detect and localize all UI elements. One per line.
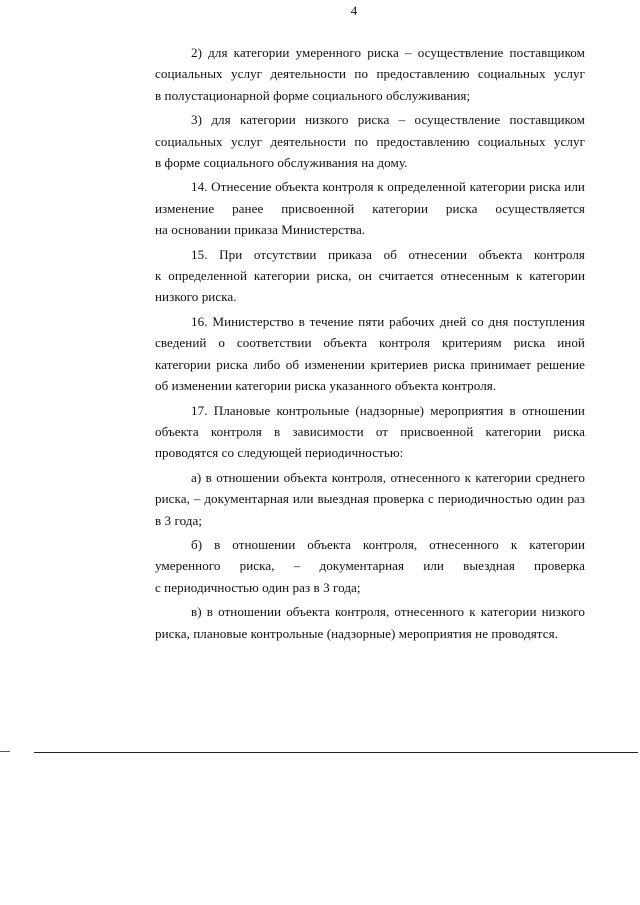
paragraph-item-2 <box>119 42 585 106</box>
text-line: изменение ранее присвоенной категории риска осуществляется <box>155 200 585 216</box>
paragraph-15 <box>119 244 585 308</box>
paragraph-item-a <box>119 467 585 531</box>
paragraph-item-3 <box>119 109 585 173</box>
text-line: низкого риска. <box>155 289 237 305</box>
text-line: 16. Министерство в течение пяти рабочих дней со дня поступления <box>191 313 585 329</box>
text-line: социальных услуг деятельности по предоставлению социальных услуг <box>155 133 585 149</box>
text-line: а) в отношении объекта контроля, отнесенного к категории среднего <box>191 469 585 485</box>
text-line: категории риска либо об изменении критериев риска принимает решение <box>155 356 585 372</box>
text-line: 15. При отсутствии приказа об отнесении объекта контроля <box>191 246 585 262</box>
footer-rule-stub <box>0 751 10 752</box>
text-line: риска, – документарная или выездная проверка с периодичностью один раз <box>155 491 585 507</box>
text-line: 2) для категории умеренного риска – осуществление поставщиком <box>191 45 585 60</box>
text-line: б) в отношении объекта контроля, отнесенного к категории <box>191 536 585 552</box>
page-number: 4 <box>350 3 358 18</box>
text-line: в полустационарной форме социального обслуживания; <box>155 87 471 103</box>
text-line: в 3 года; <box>155 512 203 528</box>
text-line: с периодичностью один раз в 3 года; <box>155 579 361 595</box>
document-body <box>119 42 585 644</box>
text-line: в форме социального обслуживания на дому. <box>155 155 408 171</box>
paragraph-14 <box>119 176 585 240</box>
text-line: 17. Плановые контрольные (надзорные) мероприятия в отношении <box>191 402 585 418</box>
text-line: к определенной категории риска, он считается отнесенным к категории <box>155 268 585 284</box>
text-line: риска, плановые контрольные (надзорные) мероприятия не проводятся. <box>155 625 558 641</box>
paragraph-item-v <box>119 601 585 644</box>
footer-rule <box>34 752 638 753</box>
text-line: на основании приказа Министерства. <box>155 222 366 238</box>
paragraph-17 <box>119 400 585 464</box>
text-line: социальных услуг деятельности по предоставлению социальных услуг <box>155 66 585 82</box>
text-line: 14. Отнесение объекта контроля к определенной категории риска или <box>191 179 585 195</box>
text-line: проводятся со следующей периодичностью: <box>155 445 404 461</box>
paragraph-item-b <box>119 534 585 598</box>
text-line: сведений о соответствии объекта контроля критериям риска иной <box>155 335 585 351</box>
text-line: умеренного риска, – документарная или выездная проверка <box>155 558 585 574</box>
text-line: об изменении категории риска указанного объекта контроля. <box>155 378 497 394</box>
text-line: объекта контроля в зависимости от присвоенной категории риска <box>155 423 585 439</box>
text-line: в) в отношении объекта контроля, отнесенного к категории низкого <box>191 604 585 620</box>
text-line: 3) для категории низкого риска – осуществление поставщиком <box>191 112 585 128</box>
paragraph-16 <box>119 311 585 397</box>
